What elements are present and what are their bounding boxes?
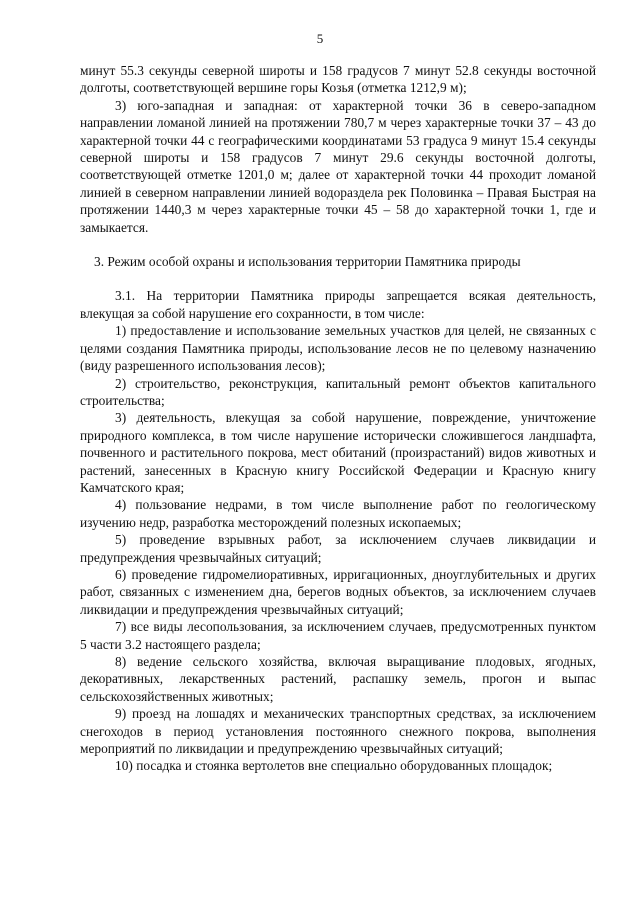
page-number: 5 (316, 31, 324, 46)
list-item-8: 8) ведение сельского хозяйства, включая выращивание плодовых, ягодных, декоративных, лекарственных растений, распашку земель, прогон и выпас сельскохозяйственных животных; (80, 654, 596, 704)
paragraph-clause-3-1: 3.1. На территории Памятника природы запрещается всякая деятельность, влекущая за собой нарушение его сохранности, в том числе: (80, 288, 596, 321)
list-item-9: 9) проезд на лошадях и механических транспортных средствах, за исключением снегоходов в период установления постоянного снежного покрова, выполнения мероприятий по ликвидации и предупреждению чрезвычайных ситуаций; (80, 706, 596, 757)
list-item-4: 4) пользование недрами, в том числе выполнение работ по геологическому изучению недр, разработка месторождений полезных ископаемых; (80, 497, 596, 530)
list-item-10: 10) посадка и стоянка вертолетов вне специально оборудованных площадок; (115, 758, 553, 774)
list-item-3: 3) деятельность, влекущая за собой нарушение, повреждение, уничтожение природного комплекса, в том числе нарушение исторически сложившегося ландшафта, почвенного и растительного покрова, мест обитаний (произрастаний) видов животных и растений, занесенных в Красную книгу Российской Федерации и Красную книгу Камчатского края; (80, 410, 596, 495)
paragraph-continuation: минут 55.3 секунды северной широты и 158 градусов 7 минут 52.8 секунды восточной долготы, соответствующей вершине горы Козья (отметка 1212,9 м); (80, 63, 596, 96)
list-item-6: 6) проведение гидромелиоративных, ирригационных, дноуглубительных и других работ, связанных с изменением дна, берегов водных объектов, за исключением случаев ликвидации и предупреждения чрезвычайных ситуаций; (80, 566, 596, 617)
list-item-2: 2) строительство, реконструкция, капитальный ремонт объектов капитального строительства; (80, 375, 596, 408)
section-heading: 3. Режим особой охраны и использования территории Памятника природы (94, 254, 521, 270)
list-item-7: 7) все виды лесопользования, за исключением случаев, предусмотренных пунктом 5 части 3.2 настоящего раздела; (80, 619, 596, 652)
document-body (80, 62, 596, 775)
list-item-1: 1) предоставление и использование земельных участков для целей, не связанных с целями создания Памятника природы, использование лесов не по целевому назначению (виду разрешенного использования лесов); (80, 323, 596, 374)
list-item-5: 5) проведение взрывных работ, за исключением случаев ликвидации и предупреждения чрезвычайных ситуаций; (80, 532, 596, 565)
paragraph-boundary-southwest: 3) юго-западная и западная: от характерной точки 36 в северо-западном направлении ломаной линией на протяжении 780,7 м через характерные точки 37 – 43 до характерной точки 44 с географическими координатами 53 градуса 9 минут 15.4 секунды северной широты и 158 градусов 7 минут 29.6 секунды восточной долготы, соответствующей отметке 1201,0 м; далее от характерной точки 44 проходит ломаной линией в северном направлении линией водораздела рек Половинка – Правая Быстрая на протяжении 1440,3 м через характерные точки 45 – 58 до характерной точки 1, где и замыкается. (80, 97, 596, 235)
